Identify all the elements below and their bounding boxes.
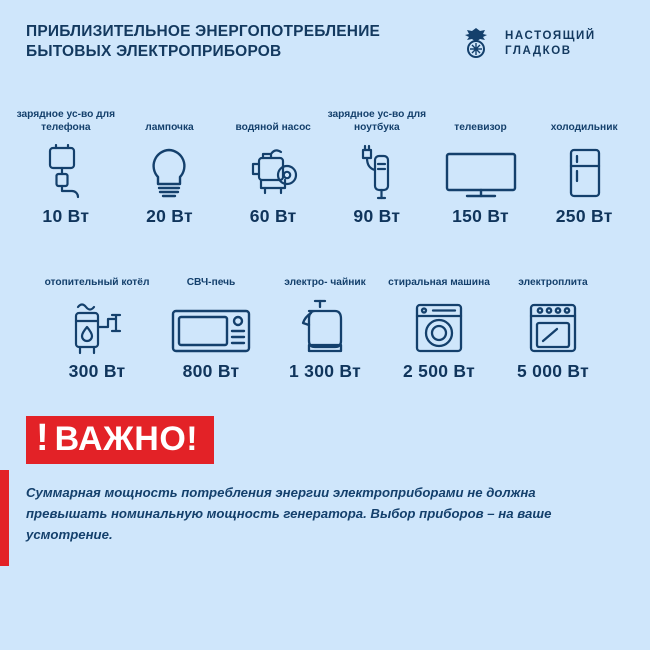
- appliance-item: [532, 108, 636, 227]
- appliance-value: 5 000 Вт: [516, 361, 590, 382]
- appliance-value: 800 Вт: [182, 361, 240, 382]
- appliance-label: лампочка: [145, 122, 194, 134]
- eagle-emblem-icon: [456, 24, 496, 64]
- appliance-item: [154, 263, 268, 382]
- appliance-item: [14, 108, 118, 227]
- appliance-value: 300 Вт: [68, 361, 126, 382]
- appliance-item: [40, 263, 154, 382]
- appliance-value: 2 500 Вт: [402, 361, 476, 382]
- appliance-value: 20 Вт: [146, 206, 193, 227]
- appliance-item: [268, 263, 382, 382]
- heating-boiler-icon: [62, 295, 132, 357]
- phone-charger-icon: [39, 140, 93, 202]
- appliance-item: [429, 108, 533, 227]
- water-pump-icon: [241, 140, 305, 202]
- page-header: [0, 0, 650, 64]
- appliance-item: [496, 263, 610, 382]
- appliance-label: электро- чайник: [284, 277, 366, 289]
- appliance-value: 250 Вт: [555, 206, 613, 227]
- red-accent-bar: [0, 470, 9, 566]
- television-icon: [441, 140, 521, 202]
- brand-block: [456, 22, 626, 64]
- appliance-item: [382, 263, 496, 382]
- washing-machine-icon: [409, 295, 469, 357]
- appliance-label: СВЧ-печь: [186, 277, 236, 289]
- appliance-label: отопительный котёл: [44, 277, 150, 289]
- appliance-label: холодильник: [550, 122, 618, 134]
- appliance-value: 90 Вт: [353, 206, 401, 227]
- appliance-label: водяной насос: [235, 122, 311, 134]
- important-banner: [26, 416, 214, 464]
- appliance-row-1: [0, 108, 650, 227]
- appliance-value: 1 300 Вт: [288, 361, 362, 382]
- exclamation-icon: !: [36, 417, 49, 460]
- refrigerator-icon: [557, 140, 611, 202]
- important-label: ВАЖНО!: [54, 420, 199, 459]
- electric-stove-icon: [523, 295, 583, 357]
- appliance-label: телевизор: [454, 122, 507, 134]
- appliance-label: стиральная машина: [388, 277, 490, 289]
- microwave-oven-icon: [168, 295, 254, 357]
- footer-note: Суммарная мощность потребления энергии электроприборами не должна превышать номинальную мощность генератора. Выбор приборов – на ваше усмотрение.: [26, 485, 552, 543]
- appliance-label: зарядное ус-во для ноутбука: [327, 109, 427, 134]
- appliance-label: зарядное ус-во для телефона: [16, 109, 116, 134]
- appliance-value: 60 Вт: [249, 206, 297, 227]
- appliance-value: 10 Вт: [42, 206, 90, 227]
- brand-name: НАСТОЯЩИЙ ГЛАДКОВ: [505, 29, 596, 57]
- appliance-item: [221, 108, 325, 227]
- appliance-value: 150 Вт: [452, 206, 509, 227]
- electric-kettle-icon: [293, 295, 357, 357]
- appliance-row-2: [0, 263, 650, 382]
- appliance-item: [118, 108, 222, 227]
- light-bulb-icon: [142, 140, 196, 202]
- appliance-label: электроплита: [518, 277, 588, 289]
- page-title: ПРИБЛИЗИТЕЛЬНОЕ ЭНЕРГОПОТРЕБЛЕНИЕ БЫТОВЫХ ЭЛЕКТРОПРИБОРОВ: [26, 23, 381, 61]
- laptop-charger-icon: [350, 140, 404, 202]
- appliance-item: [325, 108, 429, 227]
